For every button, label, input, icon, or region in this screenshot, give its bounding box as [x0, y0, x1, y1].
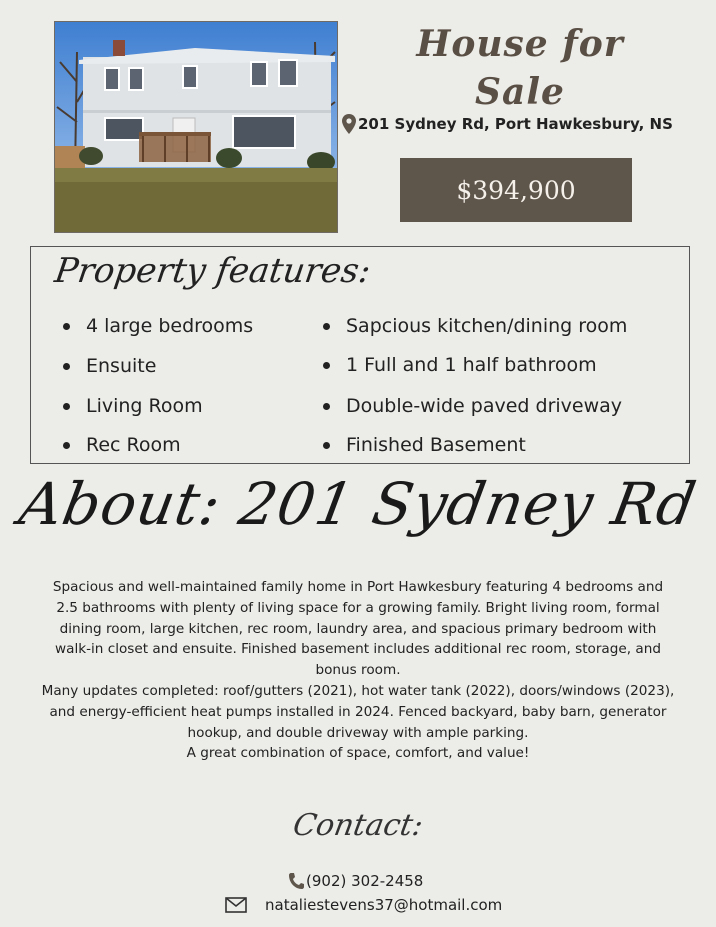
- feature-item: [323, 395, 622, 417]
- feature-label: Rec Room: [86, 434, 181, 456]
- house-photo: [54, 21, 338, 233]
- bullet: [323, 442, 330, 449]
- phone-number[interactable]: (902) 302-2458: [306, 872, 424, 890]
- bullet: [63, 323, 70, 330]
- feature-label: Finished Basement: [346, 434, 526, 456]
- about-heading: About: 201 Sydney Rd: [14, 470, 702, 538]
- bullet: [63, 442, 70, 449]
- bullet: [323, 323, 330, 330]
- price-box: [400, 158, 632, 222]
- feature-label: 1 Full and 1 half bathroom: [346, 354, 597, 376]
- location-pin-icon: [342, 114, 356, 134]
- bullet: [323, 403, 330, 410]
- phone-row: [288, 872, 423, 890]
- email-row: [225, 896, 502, 914]
- description-paragraph: Many updates completed: roof/gutters (2021), hot water tank (2022), doors/windows (2023), and energy-efficient heat pumps installed in 2024. Fenced backyard, baby barn, generator hookup, and double driveway with ample parking.: [41, 682, 675, 741]
- address-text: 201 Sydney Rd, Port Hawkesbury, NS: [358, 115, 673, 133]
- feature-label: 4 large bedrooms: [86, 315, 254, 337]
- feature-item: [323, 315, 627, 337]
- feature-item: [323, 354, 597, 376]
- page-title: House for Sale: [416, 23, 624, 113]
- description-paragraph: Spacious and well-maintained family home in Port Hawkesbury featuring 4 bedrooms and 2.5 bathrooms with plenty of living space for a growing family. Bright living room, formal dining room, large kitchen, rec room, laundry area, and spacious primary bedroom with walk-in closet and ensuite. Finished basement includes additional rec room, storage, and bonus room.: [52, 579, 664, 679]
- feature-label: Ensuite: [86, 355, 157, 377]
- description-paragraph: A great combination of space, comfort, and value!: [186, 745, 530, 762]
- contact-heading: Contact:: [290, 808, 426, 843]
- feature-item: [63, 355, 156, 377]
- phone-icon: [288, 872, 304, 890]
- price: $394,900: [456, 175, 576, 205]
- email-address[interactable]: nataliestevens37@hotmail.com: [265, 896, 503, 914]
- feature-item: [63, 434, 181, 456]
- features-heading: Property features:: [52, 251, 374, 291]
- feature-item: [63, 395, 203, 417]
- mail-icon: [225, 897, 247, 913]
- feature-label: Sapcious kitchen/dining room: [346, 315, 628, 337]
- feature-item: [63, 315, 253, 337]
- bullet: [63, 363, 70, 370]
- address: [342, 114, 712, 134]
- feature-label: Living Room: [86, 395, 203, 417]
- bullet: [63, 403, 70, 410]
- feature-item: [323, 434, 526, 456]
- bullet: [323, 362, 330, 369]
- features-box: [30, 246, 690, 464]
- description: [40, 577, 676, 764]
- feature-label: Double-wide paved driveway: [346, 395, 623, 417]
